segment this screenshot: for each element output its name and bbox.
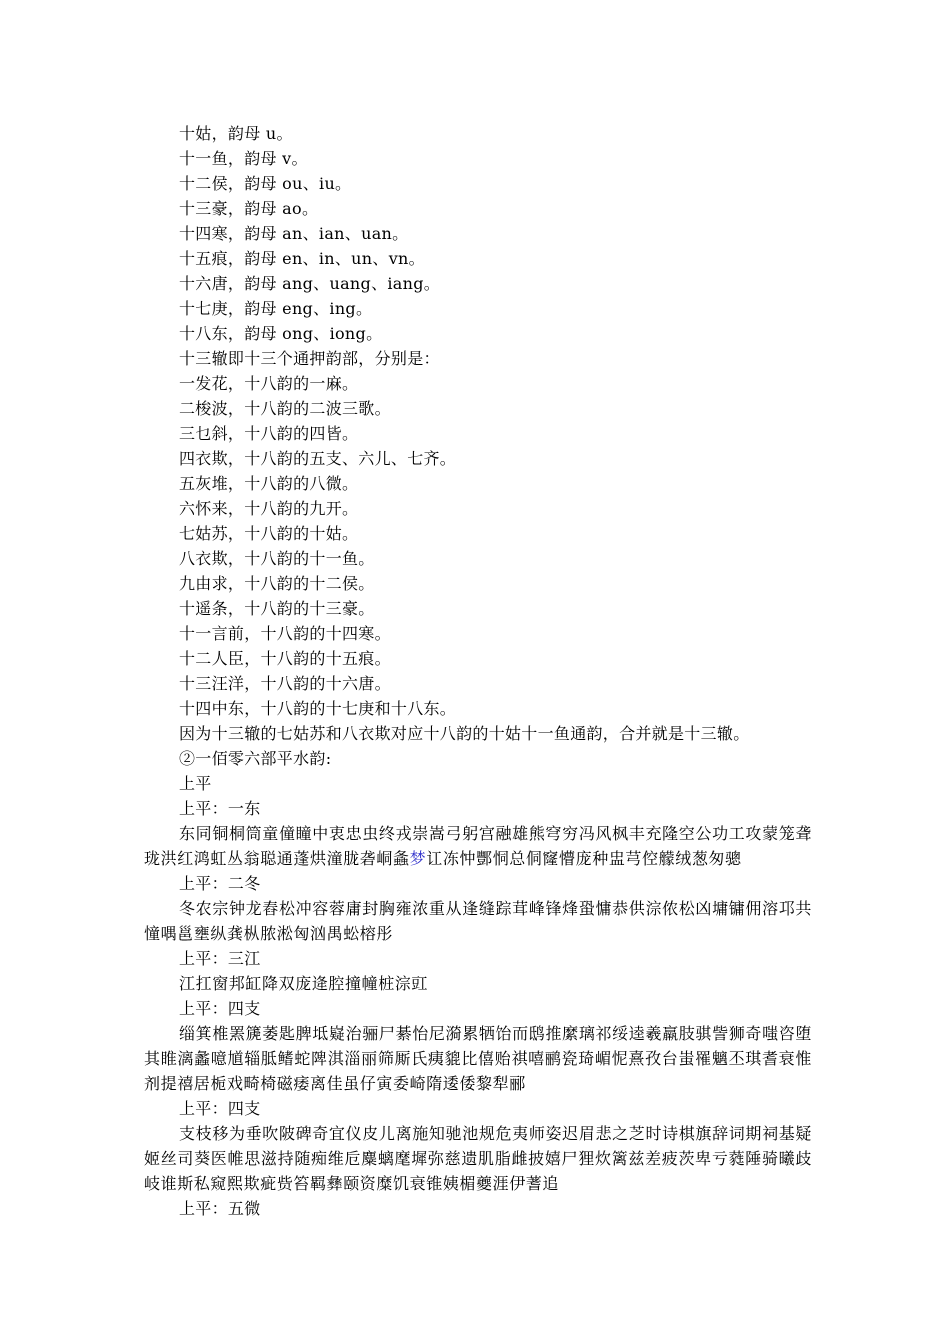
section-dong2	[144, 871, 812, 946]
rhyme-text: 讧冻忡酆恫总侗窿懵庞种盅芎倥艨绒葱匆骢	[426, 849, 742, 868]
text-line: 十七庚，韵母 eng、ing。	[179, 299, 373, 318]
section-heading: 上平：四支	[179, 999, 261, 1018]
text-line: 十三汪洋，十八韵的十六唐。	[179, 674, 391, 693]
text-line: 十四寒，韵母 an、ian、uan。	[179, 224, 409, 243]
section-heading: 上平：五微	[179, 1199, 261, 1218]
text-line: 十二侯，韵母 ou、iu。	[179, 174, 352, 193]
text-line: 十五痕，韵母 en、in、un、vn。	[179, 249, 425, 268]
rhyme-characters: 江扛窗邦缸降双庞逄腔撞幢桩淙豇	[179, 974, 429, 993]
text-line: 二梭波，十八韵的二波三歌。	[179, 399, 391, 418]
text-line: ②一佰零六部平水韵:	[179, 749, 332, 768]
text-line: 上平	[179, 774, 212, 793]
section-heading: 上平：三江	[179, 949, 261, 968]
section-dong	[144, 796, 812, 871]
section-jiang	[144, 946, 812, 996]
text-line: 三乜斜，十八韵的四皆。	[179, 424, 359, 443]
text-line: 十三辙即十三个通押韵部，分别是：	[179, 349, 440, 368]
text-line: 十遥条，十八韵的十三豪。	[179, 599, 375, 618]
section-zhi-2	[144, 1096, 812, 1196]
section-heading: 上平：四支	[179, 1099, 261, 1118]
rhyme-characters: 缁箕椎罴篪萎匙脾坻嶷治骊尸綦怡尼漪累牺饴而鸱推縻璃祁绥逵羲羸肢骐訾狮奇嗤咨堕其睢漓蠡噫馗辎胝鳍蛇陴淇淄丽筛厮氏痍貔比僖贻祺嘻鹂瓷琦嵋怩熹孜台蚩罹魑丕琪耆衰惟剂提禧居栀戏畸椅磁痿离佳虽仔寅委崎隋逶倭黎犁郦	[144, 1024, 812, 1093]
text-line: 七姑苏，十八韵的十姑。	[179, 524, 359, 543]
text-line: 十二人臣，十八韵的十五痕。	[179, 649, 391, 668]
text-line: 十一鱼，韵母 v。	[179, 149, 308, 168]
rhyme-text: 东同铜桐筒童僮瞳中衷忠虫终戎崇嵩弓躬宫融雄熊穹穷冯风枫丰充隆空公功工攻蒙笼聋珑洪红鸿虹丛翁聪通蓬烘潼胧砻峒螽	[144, 824, 812, 868]
section-zhi-1	[144, 996, 812, 1096]
text-line: 十四中东，十八韵的十七庚和十八东。	[179, 699, 457, 718]
text-line: 四衣欺，十八韵的五支、六儿、七齐。	[179, 449, 457, 468]
text-line: 十一言前，十八韵的十四寒。	[179, 624, 391, 643]
text-line: 十姑，韵母 u。	[179, 124, 293, 143]
text-line: 五灰堆，十八韵的八微。	[179, 474, 359, 493]
inline-link[interactable]: 梦	[409, 849, 427, 868]
rhyme-characters	[144, 821, 812, 871]
section-heading: 上平：二冬	[179, 874, 261, 893]
text-line: 十八东，韵母 ong、iong。	[179, 324, 383, 343]
text-line: 因为十三辙的七姑苏和八衣欺对应十八韵的十姑十一鱼通韵，合并就是十三辙。	[179, 724, 750, 743]
section-wei	[144, 1196, 812, 1221]
rhyme-characters: 支枝移为垂吹陂碑奇宜仪皮儿离施知驰池规危夷师姿迟眉悲之芝时诗棋旗辞词期祠基疑姬丝司葵医帷思滋持随痴维卮麋螭麾墀弥慈遗肌脂雌披嬉尸狸炊篱兹差疲茨卑亏蕤陲骑曦歧岐谁斯私窥熙欺疵赀笞羁彝颐资糜饥衰锥姨楣夔涯伊蓍追	[144, 1124, 812, 1193]
text-line: 十三豪，韵母 ao。	[179, 199, 319, 218]
text-line: 十六唐，韵母 ang、uang、iang。	[179, 274, 441, 293]
section-heading: 上平：一东	[179, 799, 261, 818]
text-line: 六怀来，十八韵的九开。	[179, 499, 359, 518]
rhyme-characters: 冬农宗钟龙舂松冲容蓉庸封胸雍浓重从逢缝踪茸峰锋烽蛩慵恭供淙侬松凶墉镛佣溶邛共憧喁邕壅纵龚枞脓淞匈汹禺蚣榕彤	[144, 899, 812, 943]
document-page	[144, 121, 812, 1221]
text-line: 一发花，十八韵的一麻。	[179, 374, 359, 393]
rhyme-list	[144, 121, 812, 796]
text-line: 九由求，十八韵的十二侯。	[179, 574, 375, 593]
text-line: 八衣欺，十八韵的十一鱼。	[179, 549, 375, 568]
